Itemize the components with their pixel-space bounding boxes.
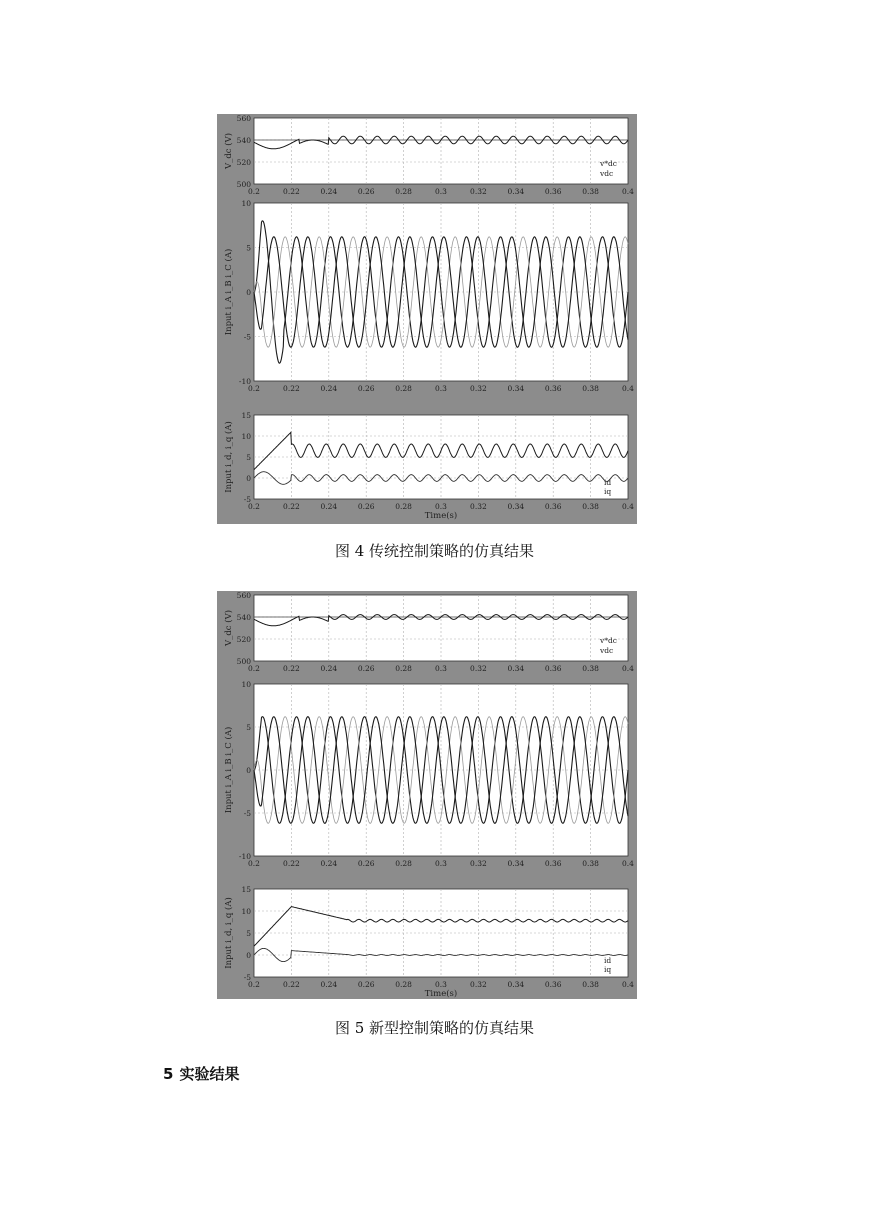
panel-1 (223, 114, 634, 196)
x-tick-label: 0.4 (622, 187, 634, 196)
y-axis-label: V_dc (V) (224, 132, 234, 170)
figure-4-traditional-control (217, 114, 637, 524)
x-tick-label: 0.22 (283, 980, 300, 989)
x-tick-label: 0.26 (357, 664, 375, 673)
x-tick-label: 0.2 (248, 980, 260, 989)
x-tick-label: 0.22 (283, 859, 300, 868)
y-tick-label: 10 (241, 680, 251, 689)
y-tick-label: -5 (243, 809, 251, 818)
y-tick-label: 15 (241, 885, 251, 894)
x-tick-label: 0.24 (320, 980, 338, 989)
y-axis-label: Input i_A i_B i_C (A) (224, 726, 234, 814)
y-tick-label: 540 (236, 613, 251, 622)
x-tick-label: 0.28 (395, 980, 412, 989)
figure-svg (217, 591, 637, 999)
x-tick-label: 0.2 (248, 187, 260, 196)
x-tick-label: 0.4 (622, 980, 634, 989)
x-tick-label: 0.26 (357, 187, 375, 196)
x-axis-label: Time(s) (424, 989, 458, 999)
x-tick-label: 0.36 (544, 664, 562, 673)
x-tick-label: 0.38 (582, 187, 599, 196)
y-tick-label: -10 (238, 852, 251, 861)
x-tick-label: 0.22 (283, 664, 300, 673)
x-tick-label: 0.26 (357, 980, 375, 989)
x-tick-label: 0.24 (320, 859, 338, 868)
y-tick-label: 5 (246, 243, 251, 253)
x-tick-label: 0.34 (507, 502, 525, 511)
y-axis-label: Input i_d, i_q (A) (224, 421, 234, 493)
y-axis-label: Input i_d, i_q (A) (224, 897, 234, 969)
x-tick-label: 0.28 (395, 187, 412, 196)
y-tick-label: -5 (243, 973, 251, 982)
x-tick-label: 0.2 (248, 859, 260, 868)
x-tick-label: 0.24 (320, 384, 338, 393)
y-tick-label: 560 (236, 114, 251, 123)
panel-1 (223, 591, 634, 673)
legend-entry: v*dc (600, 159, 617, 168)
x-tick-label: 0.26 (357, 859, 375, 868)
y-tick-label: 10 (241, 907, 251, 916)
y-tick-label: -5 (243, 332, 251, 342)
panel-2 (223, 680, 634, 868)
x-tick-label: 0.38 (582, 384, 599, 393)
section-heading (163, 1063, 239, 1084)
section-number: 5 (163, 1065, 174, 1083)
x-tick-label: 0.3 (435, 859, 447, 868)
legend-entry: vdc (600, 169, 614, 178)
x-tick-label: 0.32 (470, 664, 487, 673)
x-tick-label: 0.32 (470, 859, 487, 868)
x-axis-label: Time(s) (424, 511, 458, 521)
x-tick-label: 0.34 (507, 187, 525, 196)
y-tick-label: 0 (246, 474, 251, 483)
x-tick-label: 0.22 (283, 187, 300, 196)
y-tick-label: 5 (246, 929, 251, 938)
x-tick-label: 0.4 (622, 502, 634, 511)
y-tick-label: 10 (241, 432, 251, 441)
y-tick-label: 5 (246, 723, 251, 732)
x-tick-label: 0.36 (544, 859, 562, 868)
y-tick-label: 10 (241, 199, 251, 208)
y-tick-label: 520 (236, 158, 251, 167)
x-tick-label: 0.36 (544, 502, 562, 511)
y-tick-label: 500 (236, 180, 251, 189)
x-tick-label: 0.34 (507, 664, 525, 673)
figure-svg (217, 114, 637, 524)
x-tick-label: 0.3 (435, 187, 447, 196)
x-tick-label: 0.36 (544, 384, 562, 393)
x-tick-label: 0.24 (320, 502, 338, 511)
legend-entry: id (604, 956, 612, 965)
x-tick-label: 0.32 (470, 187, 487, 196)
x-tick-label: 0.38 (582, 980, 599, 989)
figure-5-novel-control (217, 591, 637, 999)
legend-entry: iq (604, 965, 612, 974)
x-tick-label: 0.38 (582, 859, 599, 868)
x-tick-label: 0.3 (435, 664, 447, 673)
x-tick-label: 0.3 (435, 384, 447, 393)
y-axis-label: Input i_A i_B i_C (A) (224, 248, 234, 336)
x-tick-label: 0.32 (470, 980, 487, 989)
x-tick-label: 0.4 (622, 859, 634, 868)
x-tick-label: 0.24 (320, 187, 338, 196)
x-tick-label: 0.28 (395, 664, 412, 673)
x-tick-label: 0.3 (435, 502, 447, 511)
x-tick-label: 0.28 (395, 502, 412, 511)
x-tick-label: 0.2 (248, 384, 260, 393)
y-tick-label: 560 (236, 591, 251, 600)
x-tick-label: 0.34 (507, 384, 525, 393)
x-tick-label: 0.2 (248, 502, 260, 511)
x-tick-label: 0.28 (395, 859, 412, 868)
y-tick-label: -10 (238, 377, 251, 386)
x-tick-label: 0.36 (544, 187, 562, 196)
y-tick-label: 520 (236, 635, 251, 644)
x-tick-label: 0.22 (283, 384, 300, 393)
y-tick-label: 500 (236, 657, 251, 666)
x-tick-label: 0.4 (622, 384, 634, 393)
y-tick-label: 5 (246, 453, 251, 462)
panel-2 (223, 199, 634, 393)
legend-entry: id (604, 478, 612, 487)
x-tick-label: 0.24 (320, 664, 338, 673)
x-tick-label: 0.28 (395, 384, 412, 393)
y-tick-label: 540 (236, 136, 251, 145)
x-tick-label: 0.38 (582, 502, 599, 511)
section-title: 实验结果 (179, 1065, 240, 1083)
x-tick-label: 0.26 (357, 502, 375, 511)
y-tick-label: 0 (246, 951, 251, 960)
x-tick-label: 0.34 (507, 859, 525, 868)
y-tick-label: 15 (241, 411, 251, 420)
x-tick-label: 0.38 (582, 664, 599, 673)
x-tick-label: 0.26 (357, 384, 375, 393)
legend-entry: v*dc (600, 636, 617, 645)
y-axis-label: V_dc (V) (224, 609, 234, 647)
x-tick-label: 0.36 (544, 980, 562, 989)
x-tick-label: 0.3 (435, 980, 447, 989)
x-tick-label: 0.32 (470, 384, 487, 393)
x-tick-label: 0.22 (283, 502, 300, 511)
x-tick-label: 0.2 (248, 664, 260, 673)
legend-entry: iq (604, 487, 612, 496)
x-tick-label: 0.34 (507, 980, 525, 989)
x-tick-label: 0.32 (470, 502, 487, 511)
y-tick-label: 0 (246, 766, 251, 775)
x-tick-label: 0.4 (622, 664, 634, 673)
figure-5-caption: 图 5 新型控制策略的仿真结果 (334, 1019, 535, 1037)
legend-entry: vdc (600, 646, 614, 655)
y-tick-label: -5 (243, 495, 251, 504)
figure-4-caption: 图 4 传统控制策略的仿真结果 (334, 542, 535, 560)
y-tick-label: 0 (246, 288, 251, 297)
